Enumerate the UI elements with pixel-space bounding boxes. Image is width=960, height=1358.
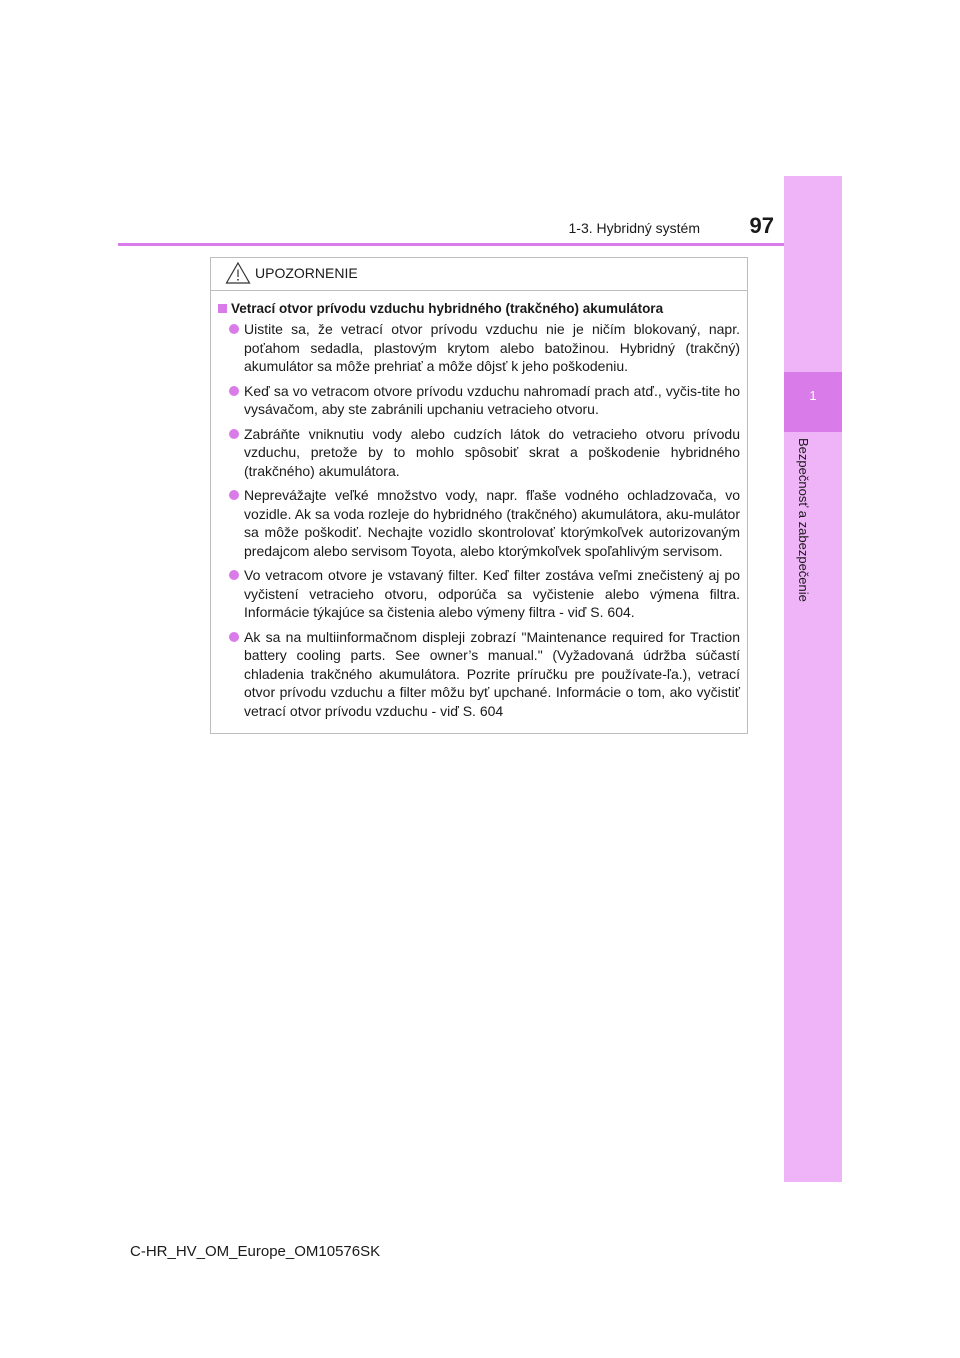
page-number: 97 xyxy=(749,213,774,238)
side-tab xyxy=(784,176,842,1182)
list-item-text: Ak sa na multiinformačnom displeji zobrazí "Maintenance required for Traction battery cooling parts. See owner’s manual." (Vyžadovaná údržba súčastí chladenia trakčného akumulátora. Pozrite príručku pre používate-ľa.), vetrací otvor prívodu vzduchu a filter môžu byť upchané. Informácie o tom, ako vyčistiť vetrací otvor prívodu vzduchu - viď S. 604 xyxy=(244,628,740,719)
bullet-icon xyxy=(229,324,239,334)
list-item-text: Uistite sa, že vetrací otvor prívodu vzduchu nie je ničím blokovaný, napr. poťahom sedadla, plastovým krytom alebo batožinou. Hybridný (trakčný) akumulátor sa môže prehriať a môže dôjsť k jeho poškodeniu. xyxy=(244,321,740,374)
warning-body xyxy=(211,291,747,720)
bullet-icon xyxy=(229,490,239,500)
list-item xyxy=(218,566,740,622)
document-code: C-HR_HV_OM_Europe_OM10576SK xyxy=(130,1243,381,1260)
square-bullet-icon xyxy=(218,304,227,313)
header-rule xyxy=(118,243,784,246)
warning-triangle-icon xyxy=(225,261,251,285)
chapter-label: Bezpečnosť a zabezpečenie xyxy=(796,438,811,602)
list-item-text: Vo vetracom otvore je vstavaný filter. Keď filter zostáva veľmi znečistený aj po vyčistení vetracieho otvoru, odporúča sa vyčistenie alebo výmena filtra. Informácie týkajúce sa čistenia alebo výmeny filtra - viď S. 604. xyxy=(244,567,740,620)
list-item xyxy=(218,486,740,560)
warning-subheading xyxy=(218,301,740,316)
bullet-icon xyxy=(229,632,239,642)
section-title: 1-3. Hybridný systém xyxy=(568,220,700,236)
list-item-text: Zabráňte vniknutiu vody alebo cudzích látok do vetracieho otvoru prívodu vzduchu, pretože by to mohlo spôsobiť skrat a poškodenie hybridného (trakčného) akumulátora. xyxy=(244,425,740,479)
warning-header xyxy=(211,258,747,291)
warning-box xyxy=(210,257,748,734)
chapter-number: 1 xyxy=(809,388,817,403)
warning-title: UPOZORNENIE xyxy=(255,265,358,281)
list-item xyxy=(218,425,740,481)
list-item xyxy=(218,628,740,721)
list-item xyxy=(218,382,740,419)
bullet-icon xyxy=(229,429,239,439)
bullet-icon xyxy=(229,386,239,396)
subheading-text: Vetrací otvor prívodu vzduchu hybridného (trakčného) akumulátora xyxy=(231,301,664,316)
list-item-text: Keď sa vo vetracom otvore prívodu vzduchu nahromadí prach atď., vyčis-tite ho vysávačom, aby ste zabránili upchaniu vetracieho otvoru. xyxy=(244,382,740,417)
list-item xyxy=(218,320,740,376)
list-item-text: Neprevážajte veľké množstvo vody, napr. fľaše vodného ochladzovača, vo vozidle. Ak sa voda rozleje do hybridného (trakčného) akumulátora, aku-mulátor sa môže poškodiť. Nechajte vozidlo skontrolovať ktorýmkoľvek autorizovaným predajcom alebo servisom Toyota, alebo ktorýmkoľvek spoľahlivým servisom. xyxy=(244,487,740,559)
bullet-icon xyxy=(229,570,239,580)
